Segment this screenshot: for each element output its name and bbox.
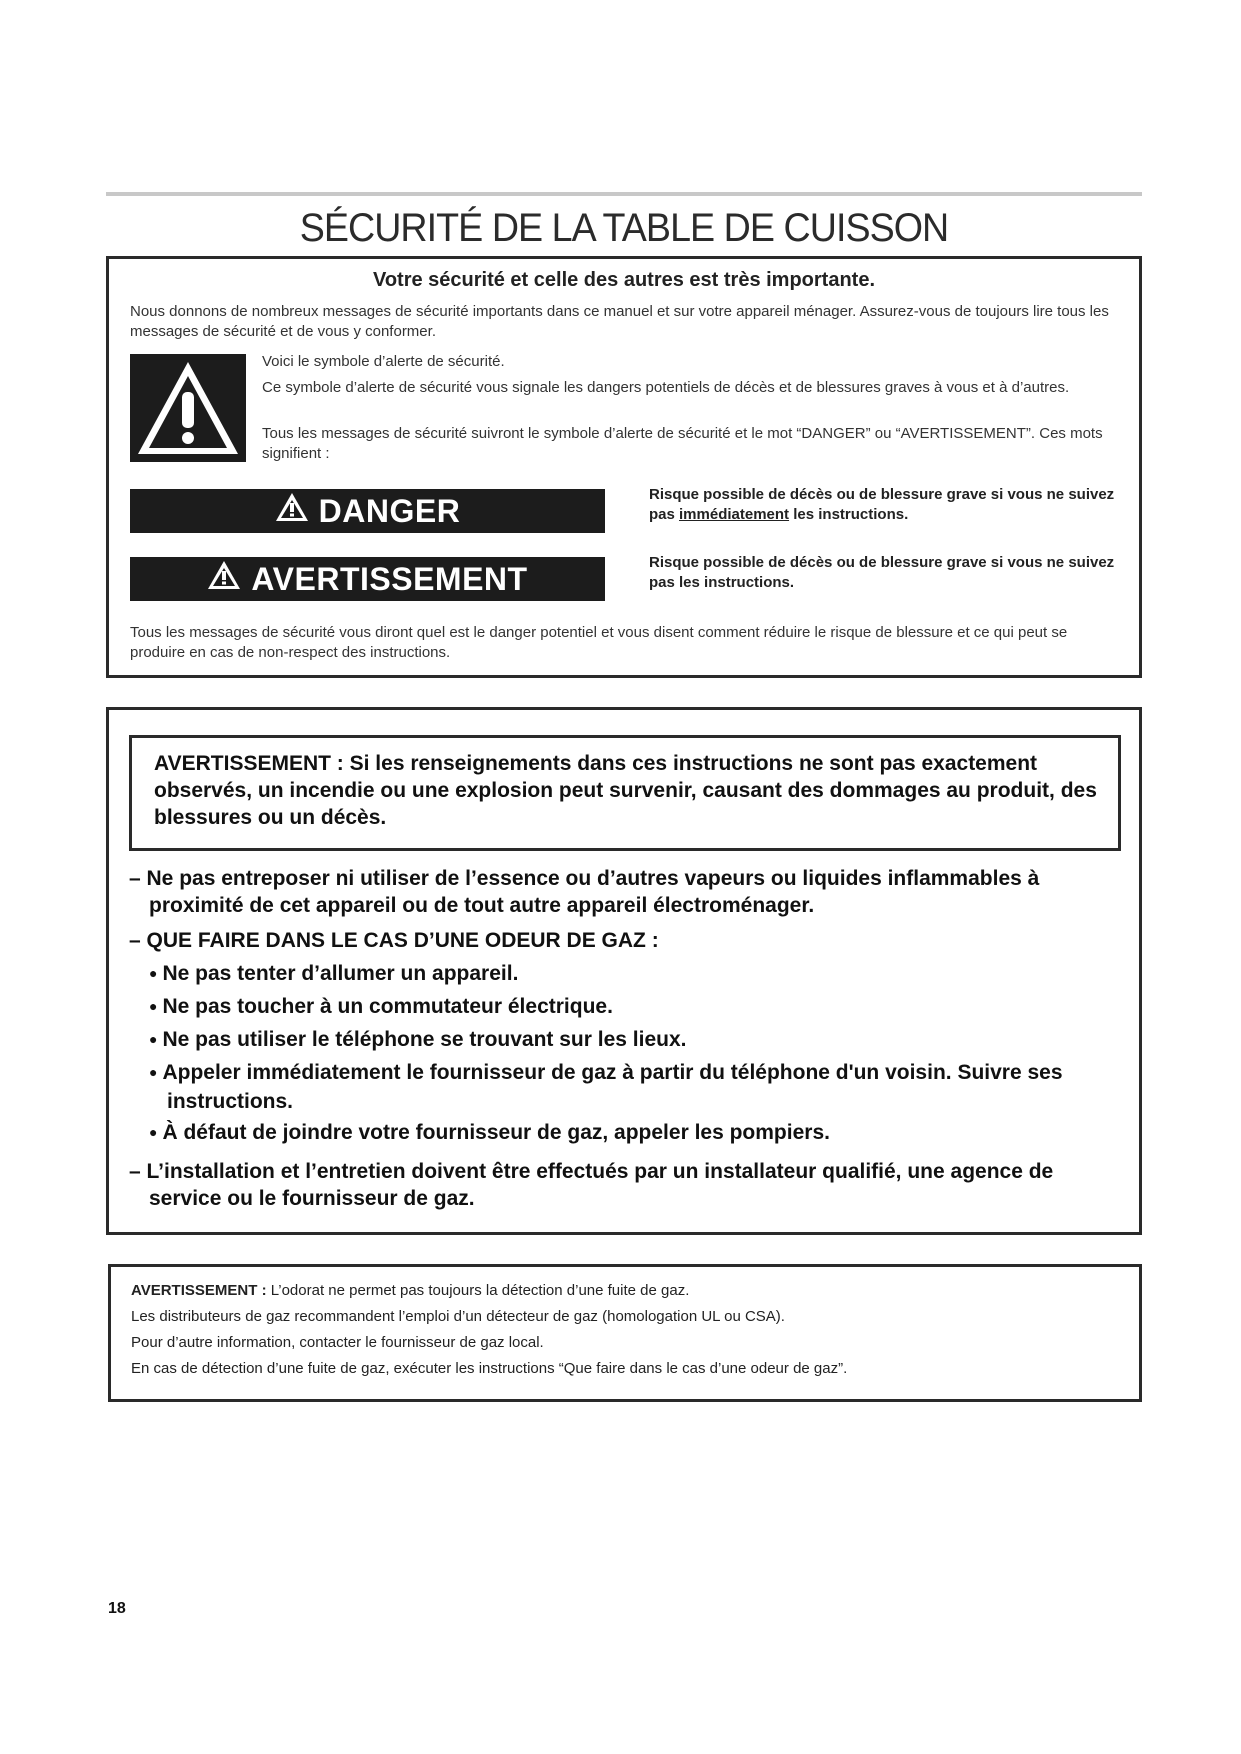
symbol-description: Voici le symbole d’alerte de sécurité. <box>262 353 505 370</box>
odor-note-line: En cas de détection d’une fuite de gaz, exécuter les instructions “Que faire dans le cas d’une odeur de gaz”. <box>131 1360 848 1377</box>
signal-word-intro: Tous les messages de sécurité suivront le symbole d’alerte de sécurité et le mot “DANGER” ou “AVERTISSEMENT”. Ces mots signifient : <box>262 425 1103 462</box>
danger-label: DANGER <box>318 492 461 529</box>
odor-note-line: Les distributeurs de gaz recommandent l’emploi d’un détecteur de gaz (homologation UL ou CSA). <box>131 1308 785 1325</box>
danger-signal-bar <box>130 489 605 533</box>
gas-warning-box <box>106 707 1142 1235</box>
list-item: – QUE FAIRE DANS LE CAS D’UNE ODEUR DE GAZ : <box>129 929 659 952</box>
odor-note-box <box>108 1264 1142 1402</box>
top-rule <box>106 192 1142 196</box>
warning-triangle-icon <box>207 560 241 598</box>
danger-desc-text: Risque possible de décès ou de blessure grave si vous ne suivez pas <box>649 486 1115 523</box>
explosion-warning: AVERTISSEMENT : Si les renseignements dans ces instructions ne sont pas exactement observés, un incendie ou une explosion peut survenir, causant des dommages au produit, des blessures ou un décès. <box>129 735 1121 851</box>
gas-instructions-list <box>129 865 1129 1224</box>
list-item: – Ne pas entreposer ni utiliser de l’essence ou d’autres vapeurs ou liquides inflammables à proximité de cet appareil ou de tout autre appareil électroménager. <box>129 867 1040 917</box>
warning-triangle-icon <box>275 492 309 530</box>
safety-intro-text: Nous donnons de nombreux messages de sécurité importants dans ce manuel et sur votre appareil ménager. Assurez-vous de toujours lire tous les messages de sécurité et de vous y conformer. <box>130 303 1109 340</box>
danger-desc-end: les instructions. <box>789 506 909 523</box>
warning-label: AVERTISSEMENT <box>251 560 528 597</box>
bullet-item: ● Ne pas tenter d’allumer un appareil. <box>129 960 1129 989</box>
bullet-item: ● Appeler immédiatement le fournisseur de gaz à partir du téléphone d'un voisin. Suivre ses instructions. <box>129 1059 1129 1115</box>
warning-description: Risque possible de décès ou de blessure grave si vous ne suivez pas les instructions. <box>649 554 1115 591</box>
safety-closing-text: Tous les messages de sécurité vous diront quel est le danger potentiel et vous disent comment réduire le risque de blessure et ce qui peut se produire en cas de non-respect des instructions. <box>130 624 1068 661</box>
page-number: 18 <box>108 1600 126 1617</box>
odor-note-label: AVERTISSEMENT : <box>131 1282 267 1299</box>
warning-triangle-icon <box>130 354 246 462</box>
danger-description <box>649 485 1139 525</box>
warning-signal-bar <box>130 557 605 601</box>
list-item: – L’installation et l’entretien doivent être effectués par un installateur qualifié, une agence de service ou le fournisseur de gaz. <box>129 1160 1054 1210</box>
safety-heading: Votre sécurité et celle des autres est très importante. <box>372 269 876 291</box>
odor-note-line <box>131 1281 1121 1301</box>
bullet-item: ● À défaut de joindre votre fournisseur de gaz, appeler les pompiers. <box>129 1119 1129 1148</box>
danger-desc-emphasis: immédiatement <box>679 506 790 523</box>
symbol-meaning: Ce symbole d’alerte de sécurité vous signale les dangers potentiels de décès et de blessures graves à vous et à d’autres. <box>262 379 1070 396</box>
bullet-item: ● Ne pas utiliser le téléphone se trouvant sur les lieux. <box>129 1026 1129 1055</box>
bullet-item: ● Ne pas toucher à un commutateur électrique. <box>129 993 1129 1022</box>
safety-intro-box <box>106 256 1142 678</box>
odor-note-text: L’odorat ne permet pas toujours la détection d’une fuite de gaz. <box>266 1282 690 1299</box>
odor-note-line: Pour d’autre information, contacter le fournisseur de gaz local. <box>131 1334 544 1351</box>
page-title: SÉCURITÉ DE LA TABLE DE CUISSON <box>299 206 949 250</box>
